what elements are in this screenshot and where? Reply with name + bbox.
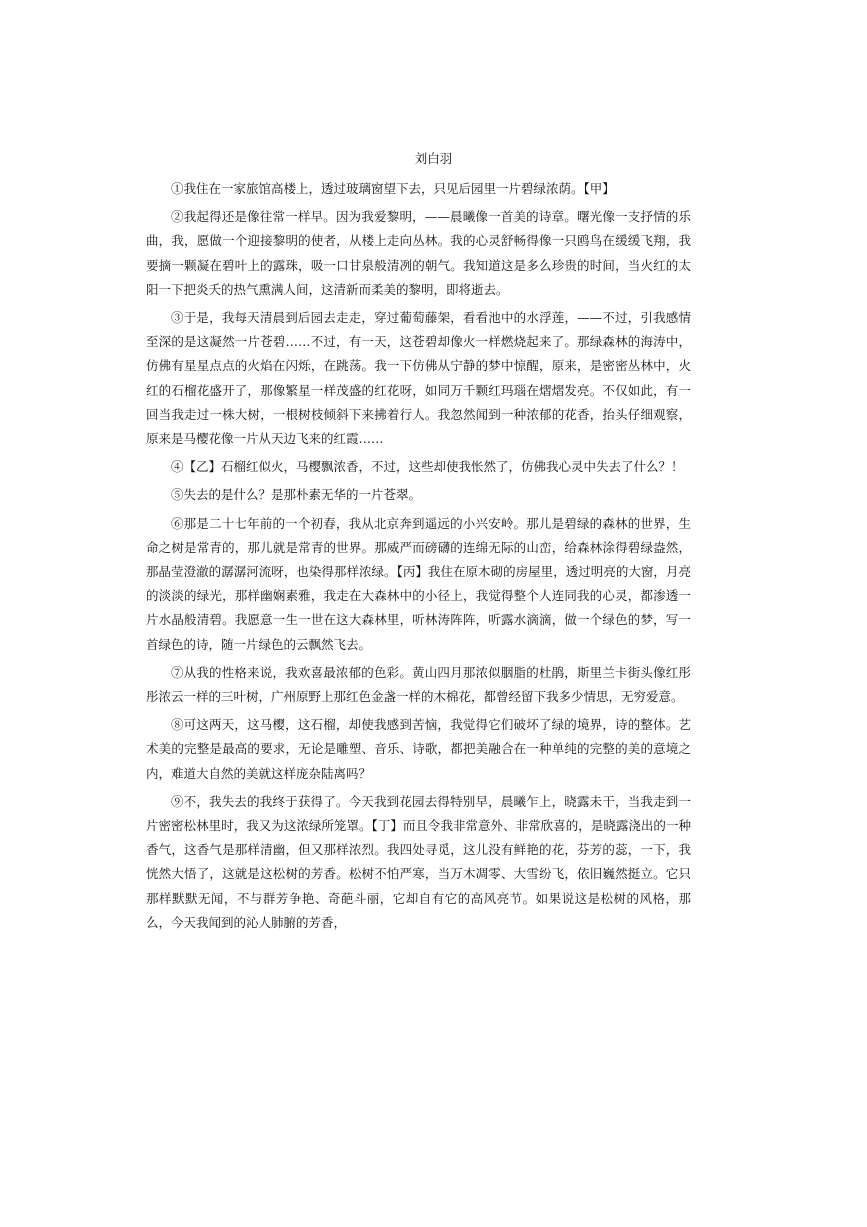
- article-body: [146, 177, 691, 939]
- paragraph-4: ④【乙】石榴红似火，马樱飘浓香，不过，这些却使我怅然了，仿佛我心灵中失去了什么？！: [171, 459, 684, 475]
- paragraph-1: ①我住在一家旅馆高楼上，透过玻璃窗望下去，只见后园里一片碧绿浓荫。【甲】: [171, 181, 615, 196]
- author-name: 刘白羽: [414, 151, 453, 166]
- paragraph-2: ②我起得还是像往常一样早。因为我爱黎明，——晨曦像一首美的诗章。曙光像一支抒情的乐曲，我，愿做一个迎接黎明的使者，从楼上走向丛林。我的心灵舒畅得像一只鸥鸟在缓缓飞翔，我要摘一颗凝在碧叶上的露珠，吸一口甘泉般清冽的朝气。我知道这是多么珍贵的时间，当火红的太阳一下把炎夭的热气熏满人间，这清新而柔美的黎明，即将逝去。: [146, 209, 691, 297]
- paragraph-8: ⑧可这两天，这马樱，这石榴，却使我感到苦恼，我觉得它们破坏了绿的境界，诗的整体。艺术美的完整是最高的要求，无论是雕塑、音乐、诗歌，都把美融合在一种单纯的完整的美的意境之内，难道大自然的美就这样庞杂陆离吗？: [146, 717, 691, 781]
- paragraph-6: ⑥那是二十七年前的一个初春，我从北京奔到遥远的小兴安岭。那儿是碧绿的森林的世界，生命之树是常青的，那儿就是常青的世界。那威严而磅礴的连绵无际的山峦，给森林涂得碧绿盎然，那晶莹澄澈的潺潺河流呀，也染得那样浓绿。【丙】我住在原木砌的房屋里，透过明亮的大窗，月亮的淡淡的绿光，那样幽娴素雅，我走在大森林中的小径上，我觉得整个人连同我的心灵，都渗透一片水晶般清碧。我愿意一生一世在这大森林里，听林涛阵阵，听露水滴滴，做一个绿色的梦，写一首绿色的诗，随一片绿色的云飘然飞去。: [146, 515, 691, 652]
- paragraph-3: ③于是，我每天清晨到后园去走走，穿过葡萄藤架，看看池中的水浮莲，——不过，引我感情至深的是这凝然一片苍碧……不过，有一天，这苍碧却像火一样燃烧起来了。那绿森林的海涛中，仿佛有星星点点的火焰在闪烁，在跳荡。我一下仿佛从宁静的梦中惊醒，原来，是密密丛林中，火红的石榴花盛开了，那像繁星一样茂盛的红花呀，如同万千颗红玛瑙在熠熠发亮。不仅如此，有一回当我走过一株大树，一根树枝倾斜下来拂着行人。我忽然闻到一种浓郁的花香，抬头仔细观察，原来是马樱花像一片从天边飞来的红霞……: [146, 310, 691, 447]
- paragraph-9: ⑨不，我失去的我终于获得了。今天我到花园去得特别早，晨曦乍上，晓露未干，当我走到一片密密松林里时，我又为这浓绿所笼罩。【丁】而且令我非常意外、非常欣喜的，是晓露浇出的一种香气，这香气是那样清幽，但又那样浓烈。我四处寻觅，这儿没有鲜艳的花，芬芳的蕊，一下，我恍然大悟了，这就是这松树的芳香。松树不怕严寒，当万木凋零、大雪纷飞，依旧巍然挺立。它只那样默默无闻，不与群芳争艳、奇葩斗丽，它却自有它的高风亮节。如果说这是松树的风格，那么，今天我闻到的沁人肺腑的芳香，: [146, 793, 691, 930]
- paragraph-5: ⑤失去的是什么？是那朴素无华的一片苍翠。: [171, 487, 422, 503]
- paragraph-7: ⑦从我的性格来说，我欢喜最浓郁的色彩。黄山四月那浓似胭脂的杜鹃，斯里兰卡街头像红彤彤浓云一样的三叶树，广州原野上那红色金盏一样的木棉花，都曾经留下我多少情思，无穷爱意。: [146, 664, 691, 705]
